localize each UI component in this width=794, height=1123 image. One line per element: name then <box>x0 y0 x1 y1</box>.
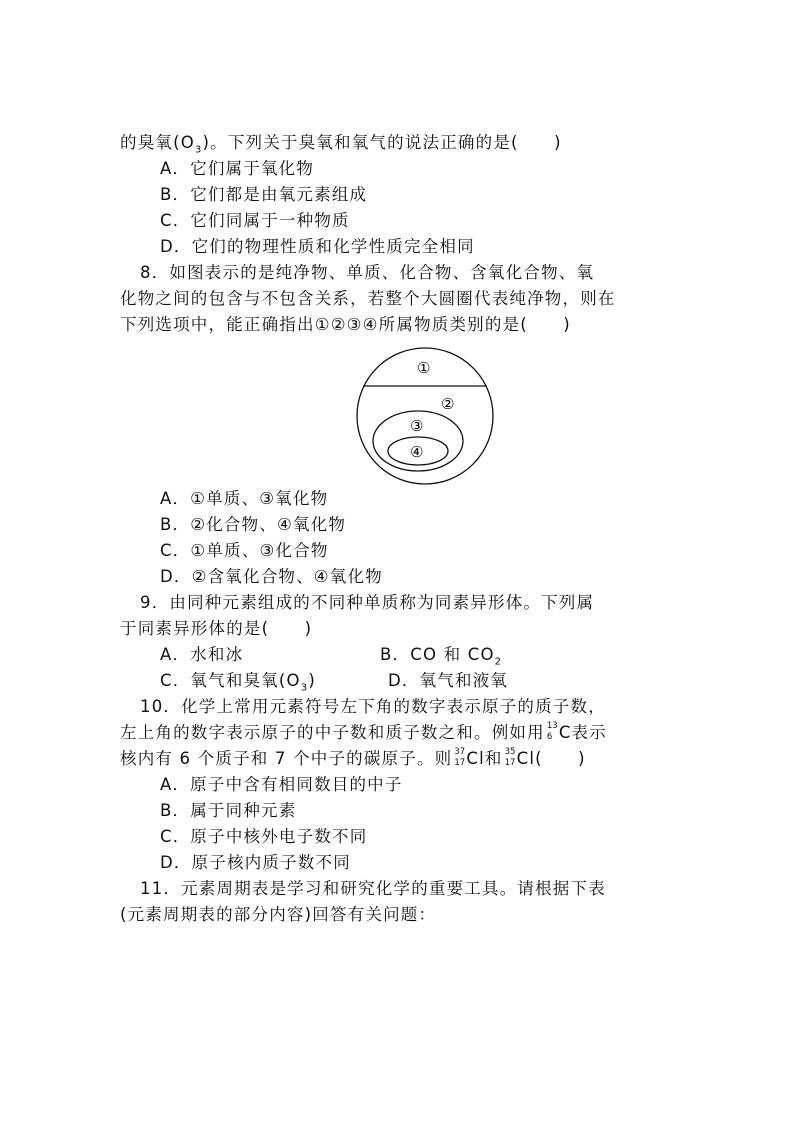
q10-option-c: C．原子中核外电子数不同 <box>160 827 368 846</box>
q9-stem-line1: 9．由同种元素组成的不同种单质称为同素异形体。下列属 <box>140 593 595 612</box>
label-4: ④ <box>410 443 424 461</box>
q8-option-a: A．①单质、③氧化物 <box>160 489 329 508</box>
label-3: ③ <box>410 417 424 435</box>
q8-option-b: B．②化合物、④氧化物 <box>160 515 347 534</box>
q8-stem-line2: 化物之间的包含与不包含关系，若整个大圆圈代表纯净物，则在 <box>120 289 616 308</box>
q11-stem-line2: (元素周期表的部分内容)回答有关问题： <box>120 905 437 924</box>
q9-option-a: A．水和冰 <box>160 645 244 664</box>
q9-stem-line2: 于同素异形体的是( ) <box>120 619 313 638</box>
q10-option-b: B．属于同种元素 <box>160 801 297 820</box>
q10-option-a: A．原子中含有相同数目的中子 <box>160 775 403 794</box>
q7-stem: 的臭氧$(O_3)$。下列关于臭氧和氧气的说法正确的是( ) <box>120 133 562 156</box>
q9-option-d: D．氧气和液氧 <box>388 671 509 690</box>
q8-option-c: C．①单质、③化合物 <box>160 541 329 560</box>
q8-stem-line1: 8．如图表示的是纯净物、单质、化合物、含氧化合物、氧 <box>140 263 595 282</box>
isotope-cl35: 35 17 <box>504 747 516 768</box>
isotope-cl37: 37 17 <box>454 747 466 768</box>
q7-option-c: C．它们同属于一种物质 <box>160 211 350 230</box>
q10-stem-line2: 左上角的数字表示原子的中子数和质子数之和。例如用 13 6 C表示 <box>120 721 607 742</box>
q10-option-d: D．原子核内质子数不同 <box>160 853 351 872</box>
q7-option-b: B．它们都是由氧元素组成 <box>160 185 368 204</box>
q11-stem-line1: 11．元素周期表是学习和研究化学的重要工具。请根据下表 <box>140 879 606 898</box>
q8-stem-line3: 下列选项中，能正确指出①②③④所属物质类别的是( ) <box>120 315 571 334</box>
q7-option-d: D．它们的物理性质和化学性质完全相同 <box>160 237 475 256</box>
q10-stem-line1: 10．化学上常用元素符号左下角的数字表示原子的质子数， <box>140 697 606 716</box>
classification-diagram <box>345 346 505 486</box>
q9-option-c: C．氧气和臭氧$(O_3)$ <box>160 671 316 694</box>
label-1: ① <box>417 359 431 377</box>
q7-option-a: A．它们属于氧化物 <box>160 159 315 178</box>
q8-option-d: D．②含氧化合物、④氧化物 <box>160 567 383 586</box>
label-2: ② <box>441 395 455 413</box>
q10-stem-line3: 核内有 6 个质子和 7 个中子的碳原子。则 37 17 Cl和 35 17 Cl( ) <box>120 747 586 768</box>
q9-option-b: B．CO 和 $CO_2$ <box>380 645 503 668</box>
isotope-c13: 13 6 <box>546 721 558 742</box>
